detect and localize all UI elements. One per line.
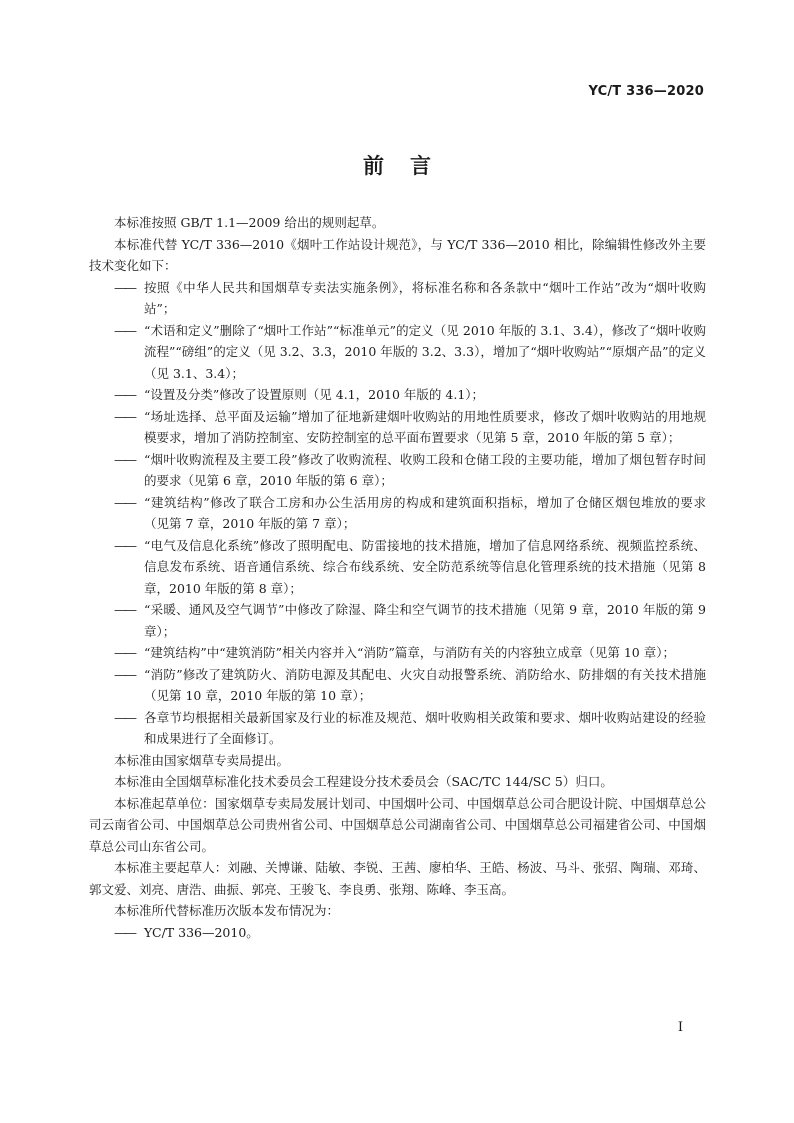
change-item <box>89 384 706 406</box>
change-text: 各章节均根据相关最新国家及行业的标准及规范、烟叶收购相关政策和要求、烟叶收购站建设的经验和成果进行了全面修订。 <box>144 709 706 746</box>
title-char-1: 前 <box>363 154 384 178</box>
change-text: 按照《中华人民共和国烟草专卖法实施条例》，将标准名称和各条款中“烟叶工作站”改为“烟叶收购站”； <box>144 279 706 316</box>
change-item <box>89 707 706 750</box>
dash-mark: —— <box>114 322 135 338</box>
dash-mark: —— <box>114 387 135 402</box>
page-number: I <box>677 1020 683 1035</box>
dash-mark: —— <box>114 537 135 553</box>
change-text: “消防”修改了建筑防火、消防电源及其配电、火灾自动报警系统、消防给水、防排烟的有关技术措施（见第 10 章，2010 年版的第 10 章）； <box>144 666 706 703</box>
standard-code: YC/T 336—2020 <box>588 84 704 99</box>
dash-mark: —— <box>114 602 135 617</box>
title-char-2: 言 <box>410 154 431 178</box>
change-text: “场址选择、总平面及运输”增加了征地新建烟叶收购站的用地性质要求，修改了烟叶收购站的用地规模要求，增加了消防控制室、安防控制室的总平面布置要求（见第 5 章，2010 年版的第 5 章）； <box>144 408 706 445</box>
change-text: “建筑结构”修改了联合工房和办公生活用房的构成和建筑面积指标，增加了仓储区烟包堆放的要求（见第 7 章，2010 年版的第 7 章）； <box>144 494 706 531</box>
change-item <box>89 599 706 642</box>
dash-mark: —— <box>114 279 135 295</box>
change-text: “采暖、通风及空气调节”中修改了除湿、降尘和空气调节的技术措施（见第 9 章，2010 年版的第 9 章）； <box>144 602 706 639</box>
intro-paragraph: 本标准代替 YC/T 336—2010《烟叶工作站设计规范》，与 YC/T 336—2010 相比，除编辑性修改外主要技术变化如下： <box>89 236 706 273</box>
dash-mark: —— <box>114 645 135 660</box>
change-text: “术语和定义”删除了“烟叶工作站”“标准单元”的定义（见 2010 年版的 3.1、3.4），修改了“烟叶收购流程”“磅组”的定义（见 3.2、3.3，2010 年版的 3.2、3.3），增加了“烟叶收购站”“原烟产品”的定义（见 3.1、3.4）； <box>144 322 706 381</box>
outro-paragraph: 本标准所代替标准历次版本发布情况为： <box>114 903 340 918</box>
dash-mark: —— <box>114 408 135 424</box>
dash-mark: —— <box>114 451 135 467</box>
change-item <box>89 664 706 707</box>
change-item <box>89 449 706 492</box>
outro-paragraph: 本标准由国家烟草专卖局提出。 <box>114 752 290 768</box>
page-title <box>0 150 794 180</box>
change-item <box>89 535 706 600</box>
outro-paragraph: 本标准由全国烟草标准化技术委员会工程建设分技术委员会（SAC/TC 144/SC 5）归口。 <box>114 774 613 789</box>
dash-mark: —— <box>114 709 135 725</box>
outro-paragraph: 本标准主要起草人：刘融、关博谦、陆敏、李锐、王茜、廖柏华、王皓、杨波、马斗、张弨、陶瑞、邓琦、郭文爱、刘亮、唐浩、曲振、郭亮、王骏飞、李良勇、张翔、陈峰、李玉高。 <box>89 860 706 897</box>
foreword-body <box>89 212 706 943</box>
dash-mark: —— <box>114 666 135 682</box>
change-text: “设置及分类”修改了设置原则（见 4.1，2010 年版的 4.1）； <box>144 387 485 402</box>
change-text: “烟叶收购流程及主要工段”修改了收购流程、收购工段和仓储工段的主要功能，增加了烟包暂存时间的要求（见第 6 章，2010 年版的第 6 章）； <box>144 451 706 488</box>
change-item <box>89 406 706 449</box>
history-item <box>89 922 706 944</box>
change-item <box>89 277 706 320</box>
intro-paragraph: 本标准按照 GB/T 1.1—2009 给出的规则起草。 <box>114 215 385 230</box>
dash-mark: —— <box>114 494 135 510</box>
change-item <box>89 642 706 664</box>
change-item <box>89 492 706 535</box>
change-item <box>89 320 706 385</box>
history-text: YC/T 336—2010。 <box>144 924 259 940</box>
change-text: “建筑结构”中“建筑消防”相关内容并入“消防”篇章，与消防有关的内容独立成章（见第 10 章）； <box>144 645 675 660</box>
change-text: “电气及信息化系统”修改了照明配电、防雷接地的技术措施，增加了信息网络系统、视频监控系统、信息发布系统、语音通信系统、综合布线系统、安全防范系统等信息化管理系统的技术措施（见第 8 章，2010 年版的第 8 章）； <box>144 537 706 596</box>
outro-paragraph: 本标准起草单位：国家烟草专卖局发展计划司、中国烟叶公司、中国烟草总公司合肥设计院、中国烟草总公司云南省公司、中国烟草总公司贵州省公司、中国烟草总公司湖南省公司、中国烟草总公司福建省公司、中国烟草总公司山东省公司。 <box>89 795 706 854</box>
dash-mark: —— <box>114 924 135 940</box>
